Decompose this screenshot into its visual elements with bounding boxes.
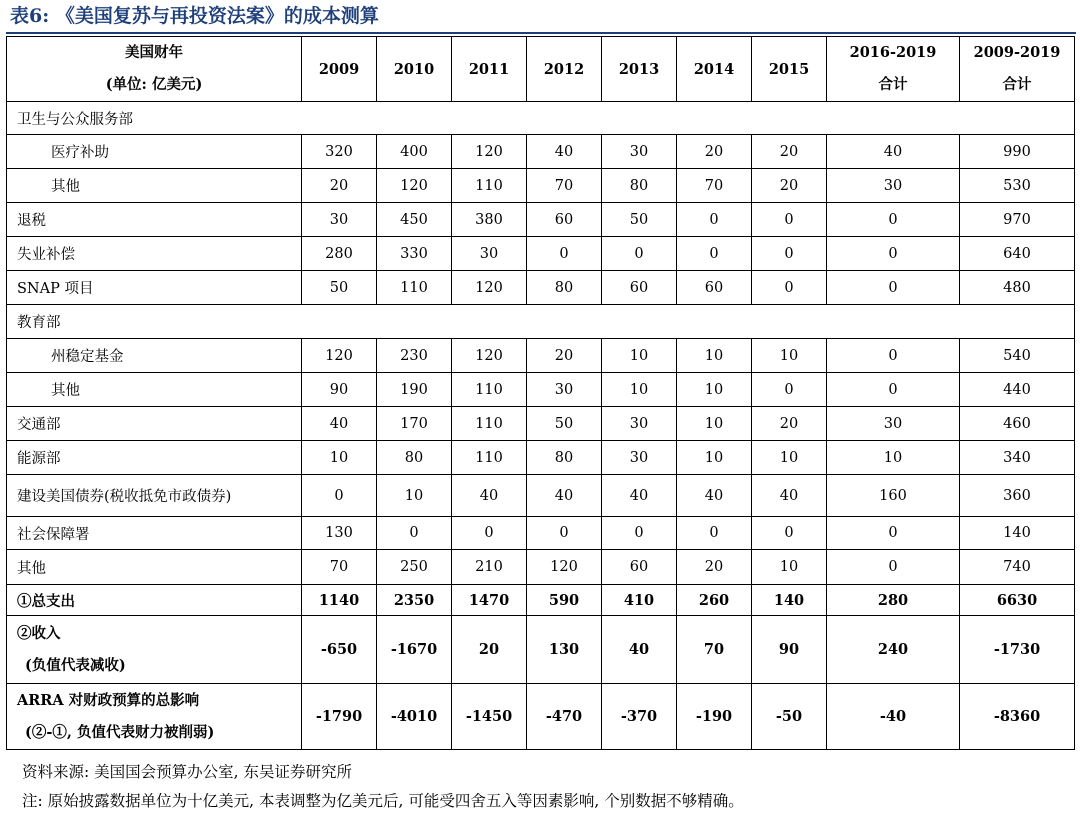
value-cell: 0	[677, 203, 752, 237]
value-cell: -1730	[960, 616, 1075, 684]
value-cell: -1450	[452, 684, 527, 750]
table-row	[7, 102, 1075, 135]
row-label: 教育部	[7, 305, 1075, 339]
value-cell: 0	[527, 237, 602, 271]
value-cell: 60	[527, 203, 602, 237]
header-total-b-line1: 2009-2019	[973, 44, 1061, 61]
value-cell: 20	[752, 135, 827, 169]
value-cell: 0	[752, 517, 827, 550]
row-label: SNAP 项目	[7, 271, 302, 305]
value-cell: 480	[960, 271, 1075, 305]
header-total-b-line2: 合计	[1002, 76, 1032, 93]
value-cell: 280	[827, 585, 960, 616]
value-cell: 60	[602, 271, 677, 305]
value-cell: 210	[452, 550, 527, 585]
value-cell: 130	[527, 616, 602, 684]
value-cell: -1670	[377, 616, 452, 684]
value-cell: -190	[677, 684, 752, 750]
value-cell: 90	[752, 616, 827, 684]
value-cell: 120	[377, 169, 452, 203]
value-cell: -470	[527, 684, 602, 750]
value-cell: -650	[302, 616, 377, 684]
row-label: 医疗补助	[7, 135, 302, 169]
row-label	[7, 616, 302, 684]
value-cell: -4010	[377, 684, 452, 750]
value-cell: 190	[377, 373, 452, 407]
value-cell: 590	[527, 585, 602, 616]
value-cell: 70	[302, 550, 377, 585]
table-row	[7, 407, 1075, 441]
table-row	[7, 339, 1075, 373]
value-cell: 30	[527, 373, 602, 407]
value-cell: 0	[827, 550, 960, 585]
value-cell: 10	[377, 475, 452, 517]
value-cell: 40	[827, 135, 960, 169]
value-cell: 250	[377, 550, 452, 585]
table-row	[7, 271, 1075, 305]
value-cell: 10	[677, 441, 752, 475]
row-label: 社会保障署	[7, 517, 302, 550]
table-row	[7, 203, 1075, 237]
value-cell: 740	[960, 550, 1075, 585]
table-row	[7, 517, 1075, 550]
value-cell: 450	[377, 203, 452, 237]
table-row	[7, 237, 1075, 271]
value-cell: 0	[752, 237, 827, 271]
row-label: 其他	[7, 169, 302, 203]
value-cell: 30	[827, 169, 960, 203]
value-cell: 60	[602, 550, 677, 585]
row-label: 建设美国债券(税收抵免市政债券)	[7, 475, 302, 517]
row-label: 州稳定基金	[7, 339, 302, 373]
value-cell: 10	[602, 339, 677, 373]
footnote: 注: 原始披露数据单位为十亿美元, 本表调整为亿美元后, 可能受四舍五入等因素影响, 个别数据不够精确。	[22, 792, 744, 810]
value-cell: 70	[677, 169, 752, 203]
value-cell: -40	[827, 684, 960, 750]
value-cell: 640	[960, 237, 1075, 271]
row-label-line2: (②-①, 负值代表财力被削弱)	[25, 723, 215, 741]
row-label: 交通部	[7, 407, 302, 441]
value-cell: 0	[527, 517, 602, 550]
value-cell: 970	[960, 203, 1075, 237]
value-cell: 30	[302, 203, 377, 237]
value-cell: 320	[302, 135, 377, 169]
value-cell: 80	[377, 441, 452, 475]
value-cell: 360	[960, 475, 1075, 517]
header-total-a-line1: 2016-2019	[849, 44, 937, 61]
value-cell: 240	[827, 616, 960, 684]
value-cell: 0	[827, 203, 960, 237]
value-cell: 30	[602, 441, 677, 475]
header-year: 2013	[602, 37, 677, 102]
value-cell: 20	[677, 550, 752, 585]
value-cell: 120	[452, 339, 527, 373]
value-cell: 1470	[452, 585, 527, 616]
value-cell: 90	[302, 373, 377, 407]
value-cell: 280	[302, 237, 377, 271]
row-label: 退税	[7, 203, 302, 237]
value-cell: 50	[602, 203, 677, 237]
value-cell: -370	[602, 684, 677, 750]
table-row	[7, 550, 1075, 585]
header-total-a-line2: 合计	[878, 76, 908, 93]
value-cell: 0	[827, 237, 960, 271]
value-cell: 20	[452, 616, 527, 684]
value-cell: 10	[602, 373, 677, 407]
value-cell: 40	[527, 135, 602, 169]
value-cell: 2350	[377, 585, 452, 616]
value-cell: 30	[827, 407, 960, 441]
value-cell: 20	[752, 169, 827, 203]
value-cell: 10	[677, 407, 752, 441]
header-total-2016-2019	[827, 37, 960, 102]
value-cell: 120	[527, 550, 602, 585]
value-cell: 130	[302, 517, 377, 550]
header-year: 2009	[302, 37, 377, 102]
value-cell: 380	[452, 203, 527, 237]
value-cell: 30	[602, 135, 677, 169]
row-label-line1: ②收入	[17, 624, 61, 642]
header-year: 2015	[752, 37, 827, 102]
value-cell: 0	[302, 475, 377, 517]
value-cell: 6630	[960, 585, 1075, 616]
value-cell: 0	[677, 237, 752, 271]
value-cell: 50	[302, 271, 377, 305]
value-cell: 460	[960, 407, 1075, 441]
value-cell: 340	[960, 441, 1075, 475]
row-label: 其他	[7, 550, 302, 585]
value-cell: 30	[452, 237, 527, 271]
value-cell: 110	[452, 373, 527, 407]
table-row	[7, 169, 1075, 203]
value-cell: 20	[527, 339, 602, 373]
value-cell: 10	[752, 550, 827, 585]
header-year: 2012	[527, 37, 602, 102]
value-cell: 0	[827, 373, 960, 407]
value-cell: -8360	[960, 684, 1075, 750]
value-cell: 110	[452, 407, 527, 441]
value-cell: 0	[452, 517, 527, 550]
value-cell: -1790	[302, 684, 377, 750]
table-title: 表6: 《美国复苏与再投资法案》的成本测算	[10, 5, 379, 27]
value-cell: 10	[677, 373, 752, 407]
table-row	[7, 373, 1075, 407]
value-cell: 10	[752, 441, 827, 475]
row-label: 能源部	[7, 441, 302, 475]
source-note: 资料来源: 美国国会预算办公室, 东吴证券研究所	[22, 763, 353, 781]
value-cell: 110	[452, 441, 527, 475]
value-cell: 40	[752, 475, 827, 517]
value-cell: 10	[677, 339, 752, 373]
value-cell: 160	[827, 475, 960, 517]
value-cell: 20	[302, 169, 377, 203]
value-cell: 0	[752, 373, 827, 407]
value-cell: 410	[602, 585, 677, 616]
value-cell: 20	[677, 135, 752, 169]
header-year: 2011	[452, 37, 527, 102]
row-label: 卫生与公众服务部	[7, 102, 1075, 135]
value-cell: 140	[752, 585, 827, 616]
table-row	[7, 305, 1075, 339]
value-cell: 40	[602, 475, 677, 517]
value-cell: 30	[602, 407, 677, 441]
value-cell: 10	[752, 339, 827, 373]
row-label: ①总支出	[7, 585, 302, 616]
header-year: 2014	[677, 37, 752, 102]
header-fiscal-year	[7, 37, 302, 102]
value-cell: 80	[527, 271, 602, 305]
value-cell: 70	[527, 169, 602, 203]
value-cell: 0	[377, 517, 452, 550]
value-cell: 0	[602, 517, 677, 550]
table-row	[7, 135, 1075, 169]
value-cell: 40	[677, 475, 752, 517]
row-label: 其他	[7, 373, 302, 407]
value-cell: 40	[602, 616, 677, 684]
row-label: 失业补偿	[7, 237, 302, 271]
value-cell: 140	[960, 517, 1075, 550]
value-cell: 80	[527, 441, 602, 475]
value-cell: 40	[302, 407, 377, 441]
value-cell: -50	[752, 684, 827, 750]
title-divider	[6, 32, 1076, 34]
value-cell: 40	[452, 475, 527, 517]
value-cell: 50	[527, 407, 602, 441]
header-total-2009-2019	[960, 37, 1075, 102]
value-cell: 0	[602, 237, 677, 271]
value-cell: 120	[452, 135, 527, 169]
value-cell: 0	[752, 203, 827, 237]
header-fy-line2: (单位: 亿美元)	[105, 76, 203, 93]
header-row	[7, 37, 1075, 102]
value-cell: 990	[960, 135, 1075, 169]
value-cell: 540	[960, 339, 1075, 373]
value-cell: 0	[827, 271, 960, 305]
value-cell: 170	[377, 407, 452, 441]
cost-table	[6, 36, 1075, 750]
value-cell: 40	[527, 475, 602, 517]
table-row	[7, 585, 1075, 616]
value-cell: 10	[827, 441, 960, 475]
table-row	[7, 684, 1075, 750]
value-cell: 0	[752, 271, 827, 305]
value-cell: 110	[452, 169, 527, 203]
value-cell: 230	[377, 339, 452, 373]
value-cell: 0	[827, 339, 960, 373]
header-year: 2010	[377, 37, 452, 102]
value-cell: 440	[960, 373, 1075, 407]
value-cell: 110	[377, 271, 452, 305]
row-label-line1: ARRA 对财政预算的总影响	[17, 691, 200, 709]
table-row	[7, 616, 1075, 684]
value-cell: 10	[302, 441, 377, 475]
table-row	[7, 441, 1075, 475]
value-cell: 70	[677, 616, 752, 684]
value-cell: 530	[960, 169, 1075, 203]
value-cell: 120	[452, 271, 527, 305]
value-cell: 1140	[302, 585, 377, 616]
value-cell: 0	[827, 517, 960, 550]
value-cell: 20	[752, 407, 827, 441]
value-cell: 330	[377, 237, 452, 271]
table-row	[7, 475, 1075, 517]
value-cell: 0	[677, 517, 752, 550]
value-cell: 400	[377, 135, 452, 169]
value-cell: 120	[302, 339, 377, 373]
row-label-line2: (负值代表减收)	[25, 656, 126, 674]
row-label	[7, 684, 302, 750]
value-cell: 80	[602, 169, 677, 203]
header-fy-line1: 美国财年	[125, 44, 183, 61]
value-cell: 60	[677, 271, 752, 305]
value-cell: 260	[677, 585, 752, 616]
